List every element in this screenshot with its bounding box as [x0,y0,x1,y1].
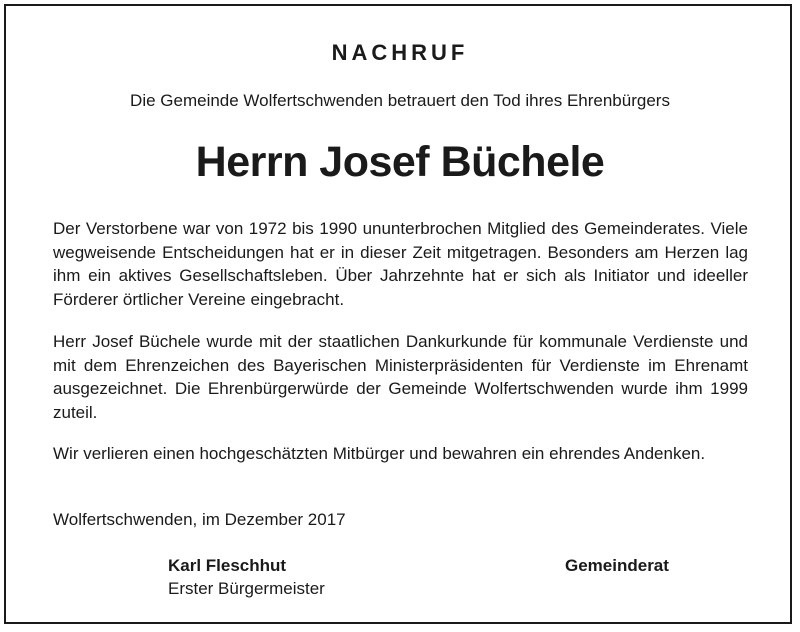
council-signature: Gemeinderat [565,556,669,575]
paragraph-biography: Der Verstorbene war von 1972 bis 1990 ununterbrochen Mitglied des Gemeinderates. Viele wegweisende Entscheidungen hat er in dieser Zeit mitgetragen. Besonders am Herzen lag ihm ein aktives Gesellschaftsleben. Über Jahrzehnte hat er sich als Initiator und ideeller Förderer örtlicher Vereine eingebracht. [53,219,748,309]
signatory-role: Erster Bürgermeister [168,579,325,598]
signatory-name: Karl Fleschhut [168,556,287,575]
deceased-name: Herrn Josef Büchele [195,138,605,186]
paragraph-honors: Herr Josef Büchele wurde mit der staatlichen Dankurkunde für kommunale Verdienste und mit dem Ehrenzeichen des Bayerischen Ministerpräsidenten für Verdienste im Ehrenamt ausgezeichnet. Die Ehrenbürgerwürde der Gemeinde Wolfertschwenden wurde ihm 1999 zuteil. [53,332,748,422]
intro-line: Die Gemeinde Wolfertschwenden betrauert den Tod ihres Ehrenbürgers [130,91,670,110]
paragraph-closing: Wir verlieren einen hochgeschätzten Mitbürger und bewahren ein ehrendes Andenken. [53,444,706,463]
notice-heading: NACHRUF [331,40,469,65]
place-date: Wolfertschwenden, im Dezember 2017 [53,510,346,529]
